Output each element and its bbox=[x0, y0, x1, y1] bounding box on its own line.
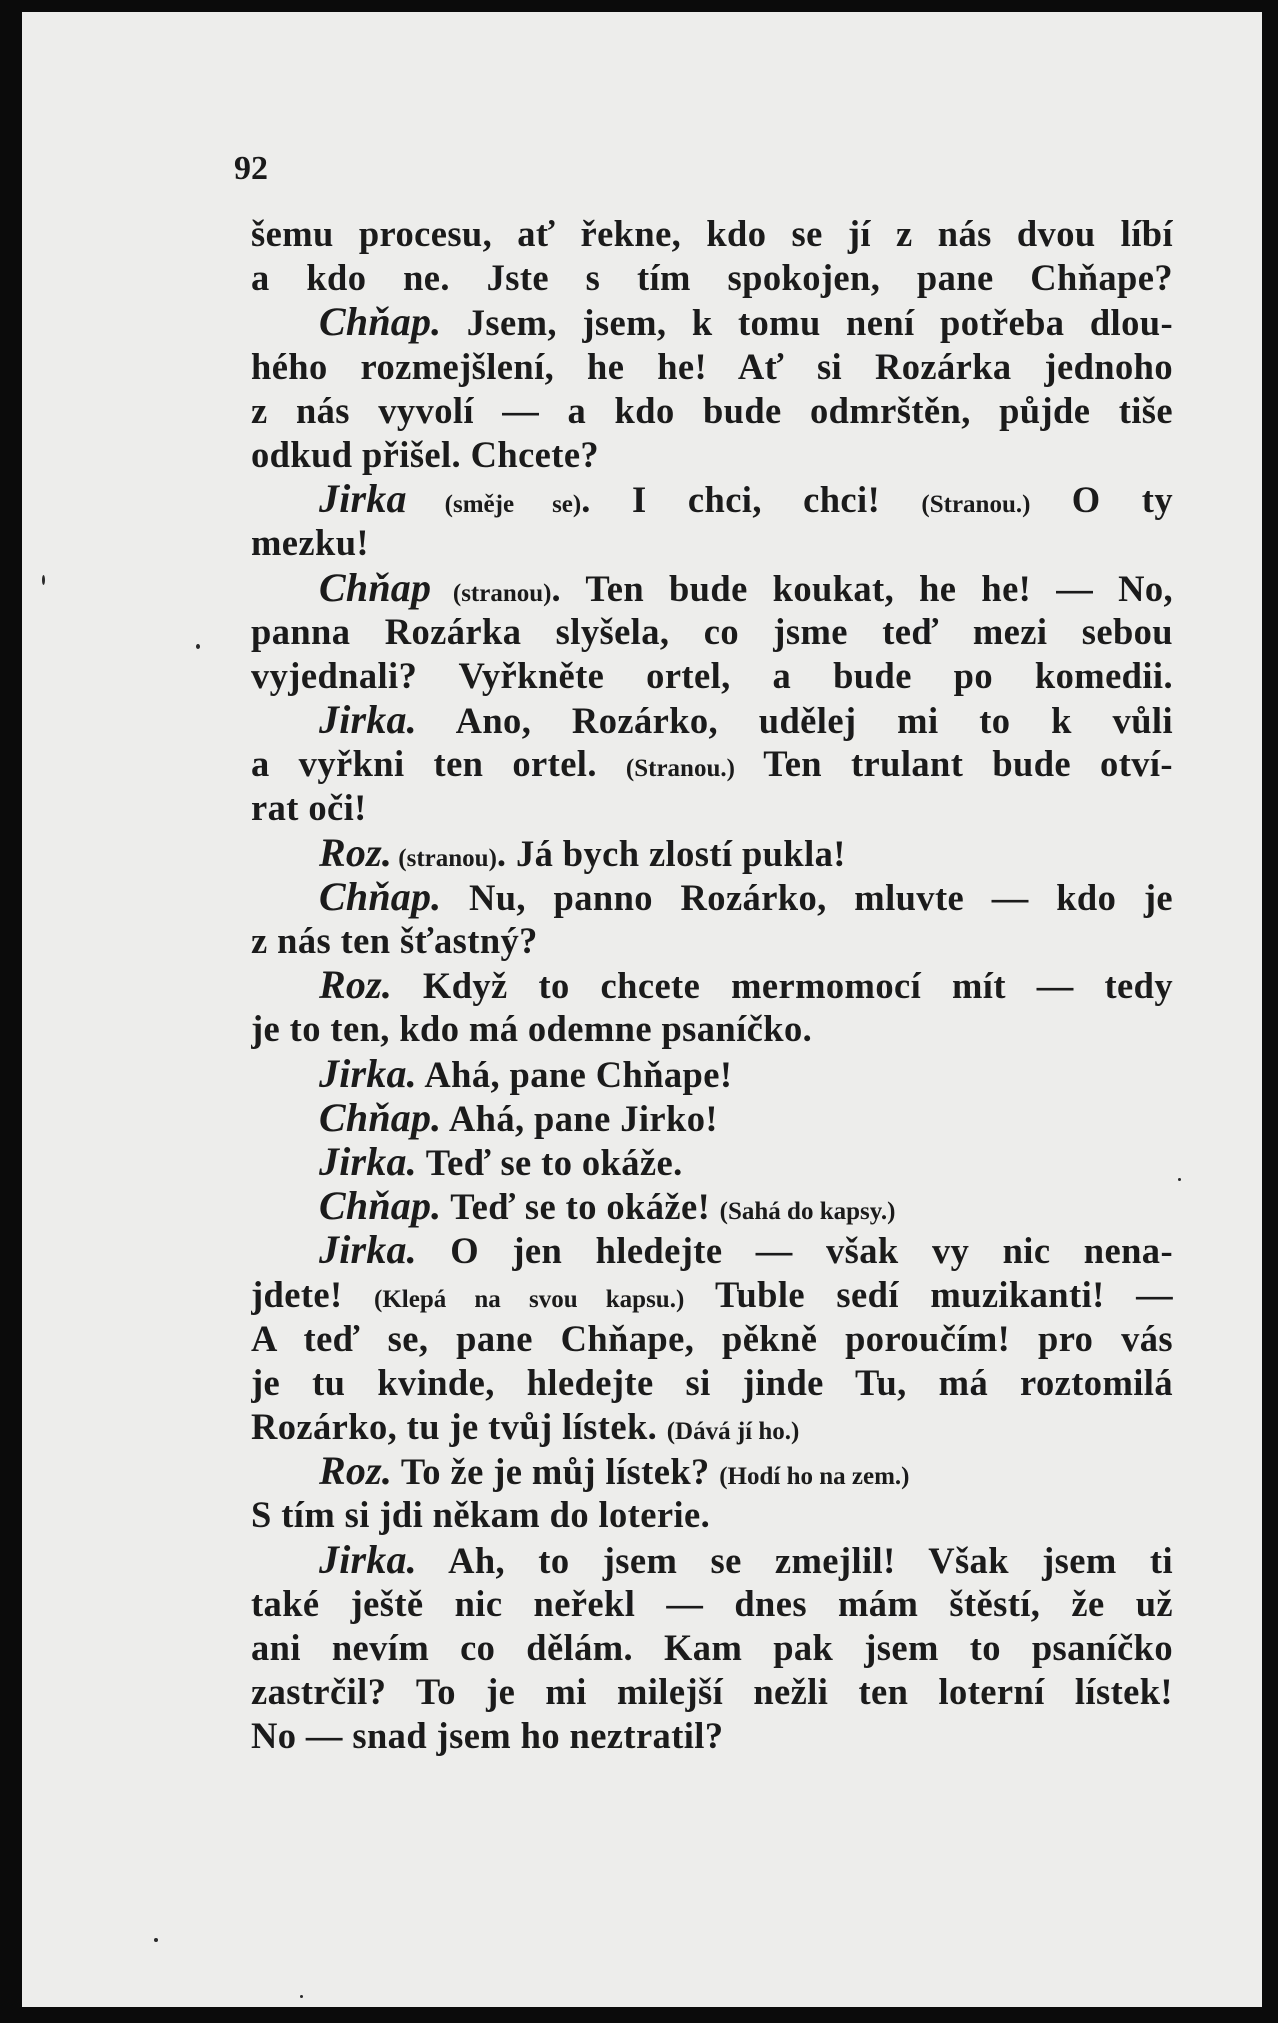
stage-direction: (Dává jí ho.) bbox=[666, 1418, 800, 1446]
text-line bbox=[251, 1449, 1173, 1493]
line-text: také ještě nic neřekl — dnes mám štěstí, že už bbox=[251, 1582, 1173, 1624]
line-text: mezku! bbox=[251, 522, 369, 564]
text-line bbox=[251, 1096, 1173, 1140]
text-line bbox=[251, 1317, 1173, 1361]
line-text: hého rozmejšlení, he he! Ať si Rozárka jednoho bbox=[251, 345, 1173, 387]
text-line bbox=[251, 1007, 1173, 1051]
text-line bbox=[251, 1538, 1173, 1582]
text-line bbox=[251, 698, 1173, 742]
line-text: Nu, panno Rozárko, mluvte — kdo je bbox=[441, 876, 1173, 918]
speaker-name: Jirka. bbox=[319, 1537, 417, 1582]
text-line bbox=[251, 521, 1173, 565]
line-text: A teď se, pane Chňape, pěkně poroučím! pro vás bbox=[251, 1317, 1173, 1359]
page-text bbox=[251, 212, 1173, 1759]
line-text: je tu kvinde, hledejte si jinde Tu, má roztomilá bbox=[251, 1361, 1173, 1403]
speaker-name: Jirka. bbox=[319, 1051, 417, 1096]
text-line bbox=[251, 1714, 1173, 1758]
scan-speck bbox=[196, 644, 200, 649]
speaker-name: Roz. bbox=[319, 830, 393, 875]
speaker-name: Jirka. bbox=[319, 1228, 417, 1273]
line-text: Tuble sedí muzikanti! — bbox=[684, 1273, 1173, 1315]
text-line bbox=[251, 212, 1173, 256]
text-line bbox=[251, 610, 1173, 654]
scan-speck bbox=[154, 1938, 158, 1942]
line-text: panna Rozárka slyšela, co jsme teď mezi sebou bbox=[251, 610, 1173, 652]
line-text: Teď se to okáže. bbox=[416, 1141, 683, 1183]
line-text: Ahá, pane Chňape! bbox=[416, 1053, 733, 1095]
line-text: O jen hledejte — však vy nic nena- bbox=[416, 1230, 1173, 1272]
text-line bbox=[251, 433, 1173, 477]
line-text: odkud přišel. Chcete? bbox=[251, 433, 600, 475]
line-text: zastrčil? To je mi milejší nežli ten loterní lístek! bbox=[251, 1671, 1173, 1713]
line-text: šemu procesu, ať řekne, kdo se jí z nás dvou líbí bbox=[251, 213, 1173, 254]
line-text: Když to chcete mermomocí mít — tedy bbox=[392, 965, 1173, 1007]
line-text: Ahá, pane Jirko! bbox=[441, 1097, 718, 1139]
speaker-name: Chňap. bbox=[319, 1095, 442, 1140]
line-text: vyjednali? Vyřkněte ortel, a bude po komedii. bbox=[251, 654, 1173, 696]
speaker-name: Chňap. bbox=[319, 1184, 442, 1229]
text-line bbox=[251, 1361, 1173, 1405]
speaker-name: Chňap. bbox=[319, 874, 442, 919]
text-line bbox=[251, 963, 1173, 1007]
line-text: . Já bych zlostí pukla! bbox=[496, 832, 846, 874]
line-text: z nás ten šťastný? bbox=[251, 920, 538, 961]
line-text: a kdo ne. Jste s tím spokojen, pane Chňape? bbox=[251, 257, 1173, 299]
stage-direction: (Hodí ho na zem.) bbox=[719, 1463, 910, 1491]
text-line bbox=[251, 1184, 1173, 1228]
line-text: a vyřkni ten ortel. bbox=[251, 743, 626, 785]
text-line bbox=[251, 1273, 1173, 1317]
text-line bbox=[251, 831, 1173, 875]
line-text: S tím si jdi někam do loterie. bbox=[251, 1494, 711, 1536]
line-text: Jsem, jsem, k tomu není potřeba dlou- bbox=[441, 302, 1173, 344]
stage-direction: (Sahá do kapsy.) bbox=[719, 1198, 896, 1226]
speaker-name: Roz. bbox=[319, 1449, 393, 1494]
text-line bbox=[251, 1626, 1173, 1670]
speaker-name: Chňap bbox=[319, 565, 432, 610]
scan-speck bbox=[1178, 1178, 1181, 1181]
text-line bbox=[251, 256, 1173, 300]
stage-direction: (Klepá na svou kapsu.) bbox=[374, 1285, 685, 1313]
text-line bbox=[251, 875, 1173, 919]
text-line bbox=[251, 477, 1173, 521]
text-line bbox=[251, 1582, 1173, 1626]
line-text: z nás vyvolí — a kdo bude odmrštěn, půjde tiše bbox=[251, 389, 1173, 431]
text-line bbox=[251, 345, 1173, 389]
text-line bbox=[251, 786, 1173, 830]
line-text: O ty bbox=[1030, 479, 1173, 521]
line-text: jdete! bbox=[251, 1273, 375, 1315]
stage-direction: (stranou) bbox=[392, 844, 497, 872]
book-page bbox=[22, 12, 1262, 2007]
line-text: Teď se to okáže! bbox=[441, 1186, 720, 1228]
speaker-name: Roz. bbox=[319, 963, 393, 1008]
stage-direction: (směje se) bbox=[406, 491, 582, 519]
text-line bbox=[251, 389, 1173, 433]
scan-speck bbox=[300, 1995, 303, 1998]
line-text: Ano, Rozárko, udělej mi to k vůli bbox=[416, 700, 1173, 742]
line-text: je to ten, kdo má odemne psaníčko. bbox=[251, 1008, 813, 1050]
speaker-name: Jirka. bbox=[319, 1139, 417, 1184]
text-line bbox=[251, 1228, 1173, 1272]
line-text: ani nevím co dělám. Kam pak jsem to psaníčko bbox=[251, 1627, 1173, 1668]
text-line bbox=[251, 1140, 1173, 1184]
speaker-name: Jirka. bbox=[319, 698, 417, 743]
line-text: rat oči! bbox=[251, 787, 367, 829]
text-line bbox=[251, 919, 1173, 963]
text-line bbox=[251, 1405, 1173, 1449]
line-text: Ah, to jsem se zmejlil! Však jsem ti bbox=[416, 1539, 1173, 1581]
line-text: Ten trulant bude otví- bbox=[734, 743, 1173, 785]
text-line bbox=[251, 1670, 1173, 1714]
stage-direction: (stranou) bbox=[431, 579, 552, 607]
line-text: To že je můj lístek? bbox=[392, 1451, 720, 1493]
line-text: Rozárko, tu je tvůj lístek. bbox=[251, 1406, 667, 1448]
speaker-name: Jirka bbox=[319, 477, 407, 522]
line-text: . I chci, chci! bbox=[581, 479, 922, 521]
stage-direction: (Stranou.) bbox=[625, 755, 735, 783]
scan-speck bbox=[42, 575, 45, 585]
line-text: . Ten bude koukat, he he! — No, bbox=[551, 567, 1173, 609]
text-line bbox=[251, 566, 1173, 610]
stage-direction: (Stranou.) bbox=[921, 491, 1031, 519]
text-line bbox=[251, 300, 1173, 344]
text-line bbox=[251, 654, 1173, 698]
text-line bbox=[251, 1493, 1173, 1537]
line-text: No — snad jsem ho neztratil? bbox=[251, 1715, 724, 1757]
page-number: 92 bbox=[234, 150, 268, 187]
text-line bbox=[251, 1052, 1173, 1096]
speaker-name: Chňap. bbox=[319, 300, 442, 345]
text-line bbox=[251, 742, 1173, 786]
